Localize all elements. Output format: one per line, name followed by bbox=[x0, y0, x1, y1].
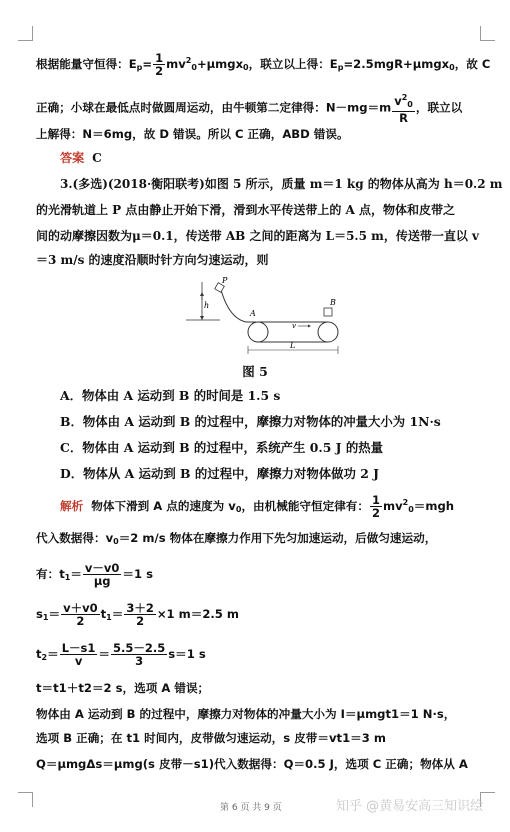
fraction: $\frac{v^2_0}{R}$ bbox=[394, 93, 413, 125]
analysis-line-4: $s_1=$ $\frac{v+v0}{2}$ $t_1=$ $\frac{3+2}{2}$ ×1 m＝2.5 m bbox=[36, 601, 239, 628]
analysis-line-6: t＝t1＋t2＝2 s，选项 A 错误； bbox=[36, 681, 210, 695]
analysis-line-5: $t_2=$ $\frac{L-s1}{v}$ ＝ $\frac{5.5-2.5}{3}$ s＝1 s bbox=[36, 641, 206, 668]
fraction: $\frac{3+2}{2}$ bbox=[126, 601, 154, 628]
page-number: 第 6 页 共 9 页 bbox=[220, 803, 282, 813]
label-p: P bbox=[222, 276, 228, 285]
fraction: $\frac{v-v0}{\mu g}$ bbox=[84, 561, 120, 588]
label-l: L bbox=[290, 341, 296, 350]
question-line-3: 间的动摩擦因数为μ＝0.1，传送带 AB 之间的距离为 L＝5.5 m，传送带一直以 v bbox=[36, 229, 479, 243]
question-line-2: 的光滑轨道上 P 点由静止开始下滑，滑到水平传送带上的 A 点，物体和皮带之 bbox=[36, 203, 456, 217]
answer-label: 答案 bbox=[60, 151, 85, 165]
page-corner-mark bbox=[480, 26, 495, 41]
solution-line-3: 上解得：N＝6mg，故 D 错误。所以 C 正确，ABD 错误。 bbox=[36, 127, 349, 141]
answer-value: C bbox=[92, 151, 102, 165]
question-line-4: ＝3 m/s 的速度沿顺时针方向匀速运动，则 bbox=[36, 253, 269, 267]
analysis-label: 解析 bbox=[60, 499, 84, 513]
option-d: D．物体从 A 运动到 B 的过程中，摩擦力对物体做功 2 J bbox=[60, 466, 380, 481]
page-corner-mark bbox=[18, 792, 33, 807]
fraction: $\frac{1}{2}$ bbox=[155, 51, 164, 78]
solution-line-2: 正确；小球在最低点时做圆周运动，由牛顿第二定律得：N－mg＝m $\frac{v^2_0}{R}$ ，联立以 bbox=[36, 93, 463, 125]
analysis-line-7: 物体由 A 运动到 B 的过程中，摩擦力对物体的冲量大小为 I＝μmgt1＝1 N·s， bbox=[36, 707, 456, 721]
analysis-line-1: 解析 物体下滑到 A 点的速度为 $v_0$，由机械能守恒定律有： $\frac{1}{2}$ $mv^2_0=mgh$ bbox=[60, 493, 455, 520]
conveyor-figure bbox=[180, 276, 350, 358]
solution-line-1: 根据能量守恒得：$E_p=$ $\frac{1}{2}$ $mv^2_0+\mu mgx_0$，联立以上得：$E_p=2.5mgR+\mu mgx_0$，故 C bbox=[36, 51, 491, 78]
label-a: A bbox=[250, 309, 256, 318]
page-corner-mark bbox=[18, 26, 33, 41]
label-v: v bbox=[292, 322, 296, 330]
figure-caption: 图 5 bbox=[242, 364, 268, 379]
analysis-line-3: 有：$t_1=$ $\frac{v-v0}{\mu g}$ ＝1 s bbox=[36, 561, 154, 588]
fraction: $\frac{v+v0}{2}$ bbox=[63, 601, 98, 628]
watermark: 知乎 @黄易安高三知识绘 bbox=[336, 799, 484, 814]
fraction: $\frac{L-s1}{v}$ bbox=[61, 641, 96, 668]
option-b: B．物体由 A 运动到 B 的过程中，摩擦力对物体的冲量大小为 1N·s bbox=[60, 414, 441, 429]
fraction: $\frac{5.5-2.5}{3}$ bbox=[113, 641, 166, 668]
label-b: B bbox=[330, 298, 336, 307]
answer-line bbox=[60, 150, 506, 166]
option-a: A．物体由 A 运动到 B 的时间是 1.5 s bbox=[60, 388, 281, 403]
label-h: h bbox=[204, 301, 210, 310]
analysis-line-9: Q＝μmgΔs＝μmg(s 皮带－s1)代入数据得：Q＝0.5 J，选项 C 正确；物体从 A bbox=[36, 757, 468, 771]
fraction: $\frac{1}{2}$ bbox=[371, 493, 380, 520]
analysis-line-8: 选项 B 正确；在 t1 时间内，皮带做匀速运动，s 皮带＝vt1＝3 m bbox=[36, 731, 386, 745]
option-c: C．物体由 A 运动到 B 的过程中，系统产生 0.5 J 的热量 bbox=[60, 440, 383, 455]
analysis-line-2: 代入数据得：$v_0=2$ m/s 物体在摩擦力作用下先匀加速运动，后做匀速运动， bbox=[36, 531, 437, 546]
question-line-1: 3.(多选)(2018·衡阳联考)如图 5 所示，质量 m＝1 kg 的物体从高为 h＝0.2 m bbox=[60, 177, 503, 191]
